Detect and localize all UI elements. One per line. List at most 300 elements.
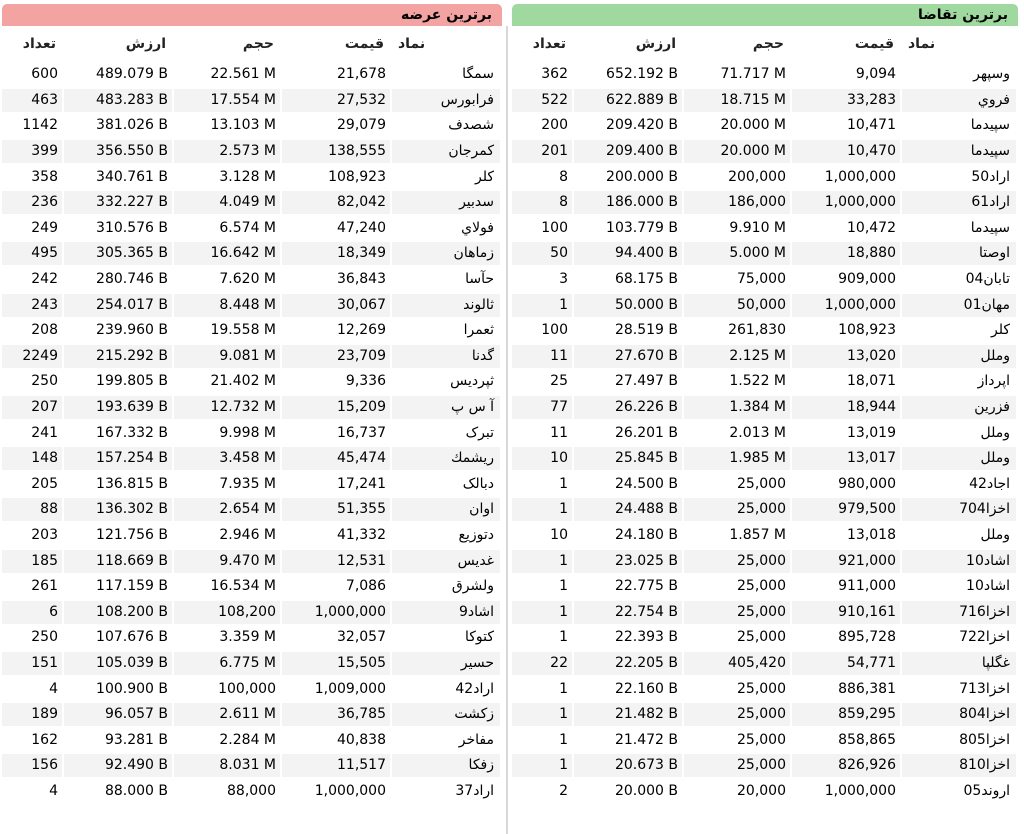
symbol-cell: مهان01: [902, 294, 1016, 317]
symbol-cell: اخزا805: [959, 731, 1010, 748]
table-row[interactable]: [512, 753, 1018, 779]
volume-cell: 5.000 M: [684, 242, 790, 265]
price-cell: 36,843: [337, 271, 386, 288]
table-row[interactable]: [512, 88, 1018, 114]
volume-cell: 1.384 M: [684, 396, 790, 419]
symbol-cell: تابان04: [965, 271, 1010, 288]
price-cell: 9,094: [855, 66, 896, 83]
value-cell: 22.775 B: [614, 578, 678, 595]
value-cell: 92.490 B: [64, 754, 172, 777]
price-cell: 12,269: [337, 322, 386, 339]
volume-cell: 25,000: [684, 703, 790, 726]
count-cell: 1: [512, 550, 572, 573]
price-cell: 7,086: [345, 578, 386, 595]
price-cell: 15,209: [282, 396, 390, 419]
symbol-cell: اخزا804: [902, 703, 1016, 726]
price-cell: 13,017: [792, 447, 900, 470]
volume-column-header[interactable]: حجم: [752, 36, 784, 52]
price-cell: 18,349: [282, 242, 390, 265]
symbol-cell: سدبیر: [392, 191, 500, 214]
price-cell: 40,838: [337, 731, 386, 748]
top-demand-column-headers: [512, 26, 1018, 62]
price-cell: 1,000,000: [792, 294, 900, 317]
table-row[interactable]: [512, 727, 1018, 753]
count-cell: 50: [512, 242, 572, 265]
table-row[interactable]: [2, 625, 502, 651]
table-row[interactable]: [2, 472, 502, 498]
volume-cell: 16.534 M: [210, 578, 276, 595]
count-cell: 10: [512, 447, 572, 470]
value-cell: 94.400 B: [574, 242, 682, 265]
price-cell: 10,472: [847, 219, 896, 236]
table-row[interactable]: [512, 779, 1018, 805]
price-cell: 21,678: [337, 66, 386, 83]
count-cell: 243: [2, 294, 62, 317]
volume-cell: 1.857 M: [729, 526, 786, 543]
value-cell: 305.365 B: [64, 242, 172, 265]
value-cell: 215.292 B: [64, 345, 172, 368]
count-cell: 1: [559, 680, 568, 697]
price-cell: 921,000: [792, 550, 900, 573]
symbol-cell: فزرین: [902, 396, 1016, 419]
value-cell: 20.673 B: [574, 754, 682, 777]
volume-column-header[interactable]: حجم: [242, 36, 274, 52]
table-row[interactable]: [512, 599, 1018, 625]
symbol-cell: مفاخر: [458, 731, 494, 748]
count-cell: 10: [550, 526, 568, 543]
table-row[interactable]: [2, 599, 502, 625]
table-row[interactable]: [2, 241, 502, 267]
table-row[interactable]: [2, 727, 502, 753]
top-supply-column-headers: [2, 26, 502, 62]
price-cell: 138,555: [282, 140, 390, 163]
volume-cell: 100,000: [218, 680, 276, 697]
volume-cell: 17.554 M: [174, 89, 280, 112]
price-cell: 910,161: [792, 601, 900, 624]
price-cell: 45,474: [282, 447, 390, 470]
value-cell: 100.900 B: [96, 680, 168, 697]
symbol-cell: اراد61: [902, 191, 1016, 214]
value-cell: 24.180 B: [614, 526, 678, 543]
volume-cell: 25,000: [737, 731, 786, 748]
table-row[interactable]: [512, 625, 1018, 651]
symbol-cell: وملل: [902, 447, 1016, 470]
symbol-cell: دبالک: [462, 475, 494, 492]
value-cell: 20.000 B: [614, 782, 678, 799]
count-cell: 241: [31, 424, 58, 441]
count-cell: 4: [49, 680, 58, 697]
price-cell: 15,505: [282, 652, 390, 675]
value-cell: 121.756 B: [96, 526, 168, 543]
table-row[interactable]: [512, 267, 1018, 293]
volume-cell: 2.125 M: [684, 345, 790, 368]
value-cell: 199.805 B: [96, 373, 168, 390]
top-demand-title: برترین تقاضا: [512, 4, 1018, 26]
symbol-cell: کلر: [474, 168, 494, 185]
symbol-cell: ثپردیس: [450, 373, 494, 390]
count-cell: 522: [512, 89, 572, 112]
count-cell: 236: [2, 191, 62, 214]
count-column-header[interactable]: تعداد: [22, 36, 56, 52]
value-cell: 209.420 B: [606, 117, 678, 134]
count-cell: 600: [31, 66, 58, 83]
count-cell: 1: [512, 498, 572, 521]
price-cell: 1,009,000: [314, 680, 386, 697]
volume-cell: 7.935 M: [219, 475, 276, 492]
price-cell: 27,532: [282, 89, 390, 112]
value-cell: 167.332 B: [96, 424, 168, 441]
volume-cell: 25,000: [737, 578, 786, 595]
table-row[interactable]: [512, 344, 1018, 370]
table-row[interactable]: [2, 548, 502, 574]
table-row[interactable]: [512, 497, 1018, 523]
count-cell: 1: [559, 731, 568, 748]
volume-cell: 25,000: [684, 601, 790, 624]
table-row[interactable]: [2, 523, 502, 549]
count-cell: 1: [512, 754, 572, 777]
symbol-cell: حسیر: [392, 652, 500, 675]
volume-cell: 9.910 M: [729, 219, 786, 236]
symbol-cell: گدنا: [392, 345, 500, 368]
price-cell: 108,923: [328, 168, 386, 185]
symbol-cell: ریشمك: [392, 447, 500, 470]
symbol-cell: تبرک: [465, 424, 494, 441]
table-row[interactable]: [512, 446, 1018, 472]
table-row[interactable]: [512, 420, 1018, 446]
count-cell: 189: [2, 703, 62, 726]
value-cell: 68.175 B: [614, 271, 678, 288]
symbol-cell: کلر: [990, 322, 1010, 339]
volume-cell: 50,000: [684, 294, 790, 317]
table-row[interactable]: [2, 369, 502, 395]
price-cell: 18,071: [847, 373, 896, 390]
volume-cell: 405,420: [684, 652, 790, 675]
volume-cell: 18.715 M: [684, 89, 790, 112]
volume-cell: 2.654 M: [174, 498, 280, 521]
volume-cell: 20.000 M: [684, 140, 790, 163]
volume-cell: 2.946 M: [219, 526, 276, 543]
symbol-cell: اخزا713: [959, 680, 1010, 697]
value-cell: 118.669 B: [64, 550, 172, 573]
table-row[interactable]: [2, 113, 502, 139]
count-cell: 148: [2, 447, 62, 470]
count-cell: 6: [2, 601, 62, 624]
table-row[interactable]: [2, 753, 502, 779]
value-cell: 200.000 B: [606, 168, 678, 185]
table-row[interactable]: [2, 292, 502, 318]
value-cell: 239.960 B: [96, 322, 168, 339]
symbol-column-header[interactable]: نماد: [908, 36, 936, 52]
symbol-cell: ولشرق: [451, 578, 494, 595]
table-row[interactable]: [512, 548, 1018, 574]
price-cell: 12,531: [282, 550, 390, 573]
value-cell: 209.400 B: [574, 140, 682, 163]
volume-cell: 21.402 M: [210, 373, 276, 390]
table-row[interactable]: [2, 62, 502, 88]
symbol-cell: حآسا: [465, 271, 494, 288]
count-cell: 207: [2, 396, 62, 419]
count-cell: 4: [49, 782, 58, 799]
price-cell: 911,000: [838, 578, 896, 595]
volume-cell: 7.620 M: [219, 271, 276, 288]
price-cell: 30,067: [282, 294, 390, 317]
price-cell: 108,923: [838, 322, 896, 339]
table-row[interactable]: [512, 292, 1018, 318]
price-cell: 13,018: [847, 526, 896, 543]
value-cell: 22.160 B: [614, 680, 678, 697]
volume-cell: 25,000: [737, 629, 786, 646]
count-cell: 77: [512, 396, 572, 419]
volume-cell: 25,000: [737, 475, 786, 492]
price-cell: 18,880: [792, 242, 900, 265]
table-row[interactable]: [512, 241, 1018, 267]
table-row[interactable]: [2, 139, 502, 165]
volume-cell: 19.558 M: [210, 322, 276, 339]
symbol-cell: اشاد10: [966, 578, 1010, 595]
volume-cell: 9.470 M: [174, 550, 280, 573]
table-row[interactable]: [512, 190, 1018, 216]
table-row[interactable]: [2, 164, 502, 190]
price-cell: 1,000,000: [792, 191, 900, 214]
symbol-cell: اراد42: [455, 680, 494, 697]
symbol-cell: ثعمرا: [463, 322, 494, 339]
table-row[interactable]: [2, 446, 502, 472]
count-cell: 3: [559, 271, 568, 288]
table-row[interactable]: [2, 651, 502, 677]
count-cell: 1: [512, 294, 572, 317]
count-cell: 261: [31, 578, 58, 595]
price-cell: 1,000,000: [314, 782, 386, 799]
volume-cell: 3.359 M: [219, 629, 276, 646]
volume-cell: 6.775 M: [174, 652, 280, 675]
value-column-header[interactable]: ارزش: [635, 36, 676, 52]
value-cell: 117.159 B: [96, 578, 168, 595]
top-supply-panel: [2, 4, 502, 834]
value-cell: 21.472 B: [614, 731, 678, 748]
table-row[interactable]: [2, 702, 502, 728]
volume-cell: 6.574 M: [219, 219, 276, 236]
value-cell: 28.519 B: [614, 322, 678, 339]
symbol-cell: اشاد10: [902, 550, 1016, 573]
symbol-cell: کمرجان: [392, 140, 500, 163]
price-cell: 36,785: [282, 703, 390, 726]
volume-cell: 186,000: [684, 191, 790, 214]
symbol-cell: زفکا: [392, 754, 500, 777]
symbol-cell: وملل: [980, 424, 1010, 441]
price-cell: 41,332: [337, 526, 386, 543]
volume-cell: 8.031 M: [174, 754, 280, 777]
count-cell: 151: [2, 652, 62, 675]
table-row[interactable]: [512, 216, 1018, 242]
count-cell: 88: [2, 498, 62, 521]
price-cell: 11,517: [282, 754, 390, 777]
count-cell: 362: [541, 66, 568, 83]
value-cell: 193.639 B: [64, 396, 172, 419]
volume-cell: 3.128 M: [219, 168, 276, 185]
symbol-cell: اروند05: [963, 782, 1010, 799]
volume-cell: 9.081 M: [174, 345, 280, 368]
symbol-cell: غدیس: [392, 550, 500, 573]
table-row[interactable]: [2, 497, 502, 523]
symbol-cell: فولاي: [461, 219, 494, 236]
table-row[interactable]: [512, 574, 1018, 600]
symbol-cell: وملل: [902, 345, 1016, 368]
table-row[interactable]: [512, 702, 1018, 728]
count-cell: 1: [559, 578, 568, 595]
price-cell: 13,019: [847, 424, 896, 441]
count-cell: 11: [512, 345, 572, 368]
value-cell: 22.754 B: [574, 601, 682, 624]
price-cell: 979,500: [792, 498, 900, 521]
symbol-cell: زکشت: [392, 703, 500, 726]
table-row[interactable]: [2, 216, 502, 242]
count-cell: 25: [550, 373, 568, 390]
symbol-cell: اخزا704: [902, 498, 1016, 521]
value-cell: 107.676 B: [96, 629, 168, 646]
count-cell: 8: [512, 191, 572, 214]
top-demand-panel: [512, 4, 1018, 834]
value-cell: 22.205 B: [574, 652, 682, 675]
value-cell: 356.550 B: [64, 140, 172, 163]
value-cell: 340.761 B: [96, 168, 168, 185]
count-cell: 399: [2, 140, 62, 163]
count-cell: 205: [31, 475, 58, 492]
value-cell: 93.281 B: [104, 731, 168, 748]
symbol-cell: کتوکا: [464, 629, 494, 646]
volume-cell: 25,000: [684, 498, 790, 521]
symbol-cell: سپیدما: [970, 219, 1010, 236]
value-cell: 310.576 B: [96, 219, 168, 236]
volume-cell: 16.642 M: [174, 242, 280, 265]
symbol-cell: اشاد9: [392, 601, 500, 624]
table-row[interactable]: [2, 395, 502, 421]
price-column-header[interactable]: قیمت: [854, 36, 894, 52]
count-cell: 1: [559, 629, 568, 646]
table-row[interactable]: [512, 395, 1018, 421]
price-cell: 32,057: [337, 629, 386, 646]
count-cell: 100: [541, 322, 568, 339]
table-row[interactable]: [2, 344, 502, 370]
table-row[interactable]: [2, 88, 502, 114]
value-cell: 136.815 B: [96, 475, 168, 492]
table-row[interactable]: [2, 318, 502, 344]
volume-cell: 9.998 M: [219, 424, 276, 441]
value-cell: 24.488 B: [574, 498, 682, 521]
panel-divider: [506, 26, 508, 834]
count-cell: 11: [550, 424, 568, 441]
count-cell: 463: [2, 89, 62, 112]
symbol-cell: اخزا722: [959, 629, 1010, 646]
symbol-cell: شصدف: [448, 117, 494, 134]
table-row[interactable]: [2, 676, 502, 702]
symbol-cell: فروي: [902, 89, 1016, 112]
count-column-header[interactable]: تعداد: [532, 36, 566, 52]
table-row[interactable]: [512, 472, 1018, 498]
volume-cell: 2.284 M: [219, 731, 276, 748]
symbol-cell: وملل: [980, 526, 1010, 543]
value-cell: 332.227 B: [64, 191, 172, 214]
symbol-cell: اپرداز: [977, 373, 1010, 390]
count-cell: 162: [31, 731, 58, 748]
count-cell: 1: [559, 475, 568, 492]
count-cell: 8: [559, 168, 568, 185]
price-cell: 826,926: [792, 754, 900, 777]
table-row[interactable]: [512, 676, 1018, 702]
table-row[interactable]: [2, 420, 502, 446]
volume-cell: 88,000: [227, 782, 276, 799]
price-cell: 980,000: [838, 475, 896, 492]
table-row[interactable]: [2, 574, 502, 600]
price-cell: 33,283: [792, 89, 900, 112]
symbol-cell: اخزا810: [902, 754, 1016, 777]
table-row[interactable]: [512, 651, 1018, 677]
value-cell: 22.393 B: [614, 629, 678, 646]
count-cell: 1: [512, 601, 572, 624]
volume-cell: 12.732 M: [174, 396, 280, 419]
value-cell: 26.201 B: [614, 424, 678, 441]
volume-cell: 25,000: [684, 550, 790, 573]
value-cell: 21.482 B: [574, 703, 682, 726]
table-row[interactable]: [2, 267, 502, 293]
value-cell: 27.497 B: [614, 373, 678, 390]
symbol-cell: زماهان: [392, 242, 500, 265]
value-cell: 108.200 B: [64, 601, 172, 624]
price-column-header[interactable]: قیمت: [344, 36, 384, 52]
volume-cell: 200,000: [728, 168, 786, 185]
top-supply-title: برترین عرضه: [2, 4, 502, 26]
count-cell: 185: [2, 550, 62, 573]
table-row[interactable]: [512, 113, 1018, 139]
table-row[interactable]: [512, 318, 1018, 344]
value-cell: 186.000 B: [574, 191, 682, 214]
value-column-header[interactable]: ارزش: [125, 36, 166, 52]
price-cell: 23,709: [282, 345, 390, 368]
price-cell: 16,737: [337, 424, 386, 441]
value-cell: 96.057 B: [64, 703, 172, 726]
value-cell: 50.000 B: [574, 294, 682, 317]
price-cell: 1,000,000: [824, 782, 896, 799]
count-cell: 100: [541, 219, 568, 236]
table-row[interactable]: [2, 190, 502, 216]
count-cell: 495: [2, 242, 62, 265]
volume-cell: 71.717 M: [720, 66, 786, 83]
table-row[interactable]: [512, 523, 1018, 549]
table-row[interactable]: [512, 164, 1018, 190]
price-cell: 895,728: [838, 629, 896, 646]
table-row[interactable]: [2, 779, 502, 805]
price-cell: 886,381: [838, 680, 896, 697]
count-cell: 2: [559, 782, 568, 799]
symbol-cell: ثالوند: [392, 294, 500, 317]
symbol-cell: اراد37: [455, 782, 494, 799]
price-cell: 51,355: [282, 498, 390, 521]
price-cell: 10,470: [792, 140, 900, 163]
price-cell: 1,000,000: [824, 168, 896, 185]
table-row[interactable]: [512, 62, 1018, 88]
value-cell: 157.254 B: [64, 447, 172, 470]
price-cell: 10,471: [847, 117, 896, 134]
symbol-column-header[interactable]: نماد: [398, 36, 426, 52]
symbol-cell: آ س پ: [392, 396, 500, 419]
table-row[interactable]: [512, 369, 1018, 395]
volume-cell: 1.985 M: [684, 447, 790, 470]
value-cell: 105.039 B: [64, 652, 172, 675]
count-cell: 1: [512, 703, 572, 726]
price-cell: 17,241: [337, 475, 386, 492]
table-row[interactable]: [512, 139, 1018, 165]
count-cell: 249: [31, 219, 58, 236]
value-cell: 27.670 B: [574, 345, 682, 368]
